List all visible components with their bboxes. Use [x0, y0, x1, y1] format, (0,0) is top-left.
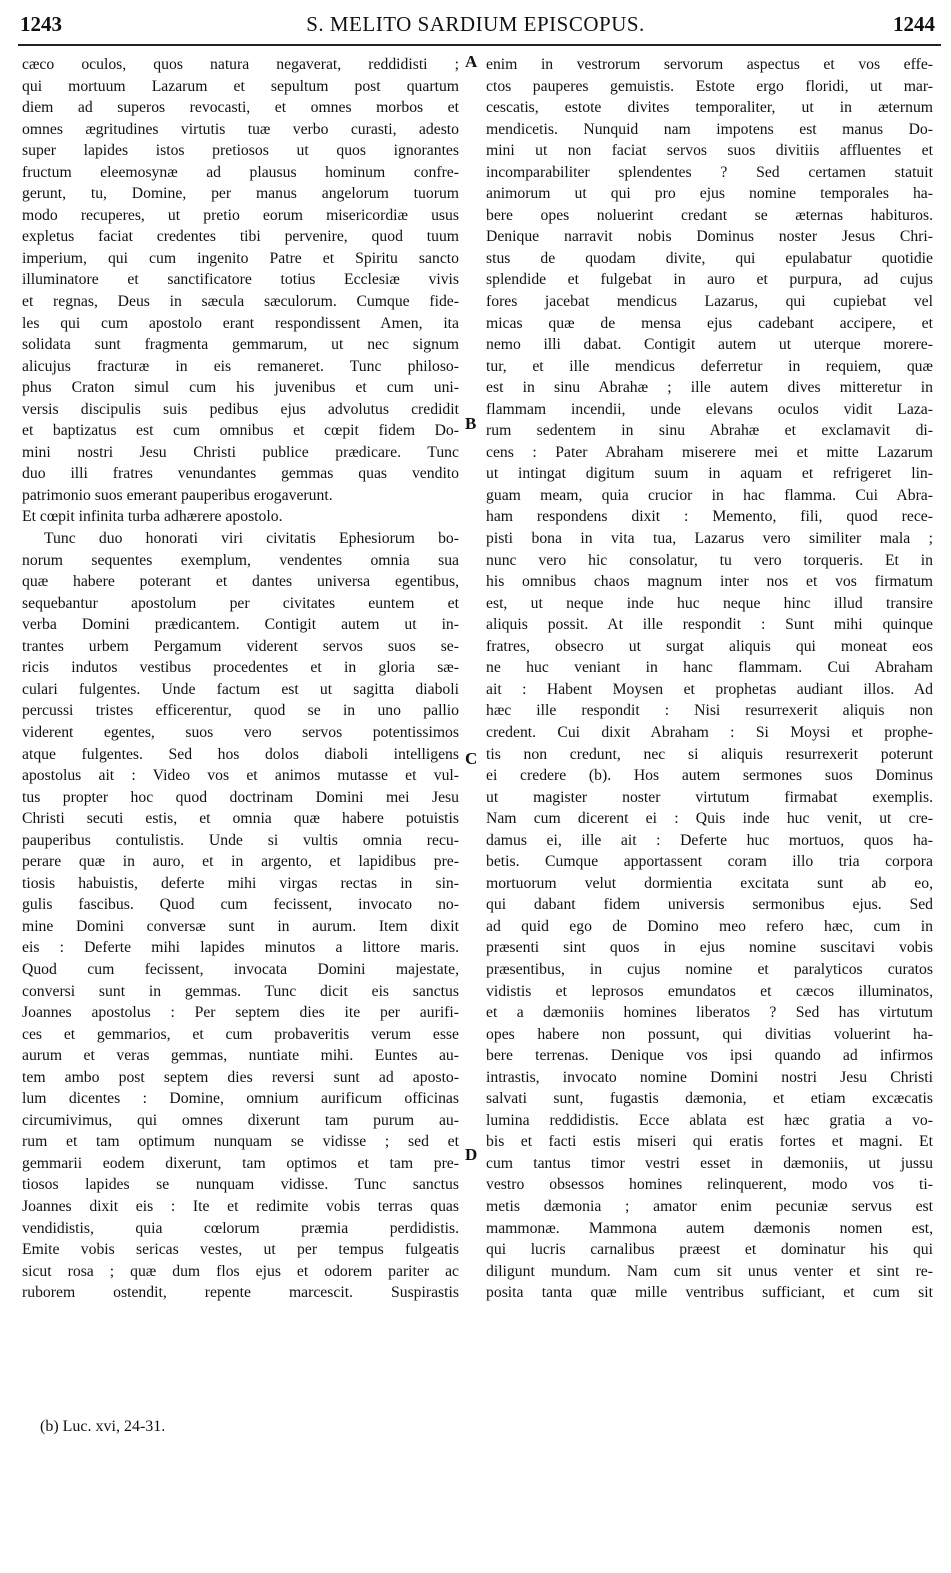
- text-line: Emite vobis sericas vestes, ut per tempus fulgeatis: [22, 1241, 459, 1259]
- text-line: mammonæ. Mammona autem dæmonis nomen est,: [486, 1219, 933, 1237]
- text-line: bere terrenas. Denique vos ipsi quando ad infirmos: [486, 1047, 933, 1065]
- text-line: enim in vestrorum servorum aspectus et vos effe-: [486, 56, 933, 73]
- text-line: modo recuperes, ut pretio eorum misericordiæ usus: [22, 206, 459, 224]
- text-line: eis : Deferte mihi lapides minutos a littore maris.: [22, 939, 459, 957]
- text-line: omnes ægritudines virtutis tuæ verbo curasti, adesto: [22, 120, 459, 138]
- running-header: [10, 12, 941, 42]
- text-line: qui mortuum Lazarum et sepultum post quartum: [22, 77, 459, 95]
- text-line: ham respondens dixit : Memento, fili, quod rece-: [486, 508, 933, 526]
- margin-letter-c: C: [465, 749, 478, 768]
- text-line: animorum ut qui pro ejus nomine temporales ha-: [486, 185, 933, 203]
- text-line: aliquis possit. At ille respondit : Sunt mihi quinque: [486, 616, 933, 634]
- text-line: ne huc veniant in hanc flammam. Cui Abraham: [486, 659, 933, 677]
- text-line: gulis fascibus. Quod cum fecissent, invocato no-: [22, 896, 459, 914]
- text-line: ricis indutos vestibus procedentes et in gloria sæ-: [22, 659, 459, 677]
- text-line: tiosis habuistis, deferte mihi virgas rectas in sin-: [22, 874, 459, 892]
- text-line: est, ut neque inde huc neque hinc illud transire: [486, 594, 933, 612]
- text-line: norum sequentes exemplum, vendentes omnia sua: [22, 551, 459, 569]
- text-line: diem ad superos revocasti, et omnes morbos et: [22, 99, 459, 117]
- text-line: super lapides istos pretiosos ut quos ignorantes: [22, 142, 459, 160]
- text-line: rum sedentem in sinu Abrahæ et exclamavit di-: [486, 422, 933, 440]
- text-line: patrimonio suos emerant pauperibus erogaverunt.: [22, 486, 333, 504]
- text-line: fratres, obsecro ut surgat aliquis qui moneat eos: [486, 637, 933, 655]
- text-line: phus Craton simul cum his juvenibus et cum uni-: [22, 379, 459, 397]
- text-line: vestro obsessos homines relinquerent, modo vos ti-: [486, 1176, 933, 1194]
- text-line: Quod cum fecissent, invocata Domini majestate,: [22, 960, 459, 978]
- text-line: qui lucris carnalibus præest et dominatur his qui: [486, 1241, 933, 1259]
- text-line: Joannes apostolus : Per septem dies ite per aurifi-: [22, 1004, 459, 1022]
- text-line: ruborem ostendit, repente marcescit. Suspirastis: [22, 1284, 459, 1302]
- text-line: illuminatore et sanctificatore totius Ecclesiæ vivis: [22, 271, 459, 289]
- text-line: gerunt, tu, Domine, per manus angelorum tuorum: [22, 185, 459, 203]
- text-line: qui dabant fidem universis sermonibus ejus. Sed: [486, 896, 933, 914]
- text-line: hæc ille respondit : Nisi resurrexerit aliquis non: [486, 702, 933, 720]
- text-line: ut intingat digitum suum in aquam et refrigeret lin-: [486, 465, 933, 483]
- text-line: verba Domini prædicantem. Contigit autem ut in-: [22, 616, 459, 634]
- text-line: Joannes dixit eis : Ite et redimite vobis terras quas: [22, 1197, 459, 1215]
- text-line: posita tanta quæ mille ventribus sufficiant, et cum sit: [486, 1284, 933, 1302]
- text-line: mini ut non faciat servos suos divitiis affluentes et: [486, 142, 933, 160]
- text-line: alicujus fracturæ in eis remaneret. Tunc philoso-: [22, 357, 459, 375]
- text-line: rum et tam optimum nunquam se vidisse ; sed et: [22, 1133, 459, 1151]
- text-line: ut magister noster virtutum firmabat exemplis.: [486, 788, 933, 806]
- text-line: mine Domini conversæ sunt in aurum. Item dixit: [22, 917, 459, 935]
- left-column: [22, 54, 459, 1304]
- text-line: imperium, qui cum ingenito Patre et Spiritu sancto: [22, 249, 459, 267]
- text-line: et a dæmoniis homines liberatos ? Sed has virtutum: [486, 1004, 933, 1022]
- text-line: circumivimus, qui omnes dixerunt tam purum au-: [22, 1111, 459, 1129]
- text-line: et baptizatus est cum omnibus et cœpit fidem Do-: [22, 422, 459, 440]
- text-line: percussi tristes efficerentur, quod se in uno pallio: [22, 702, 459, 720]
- text-line: nunc vero hic consolatur, tu vero torqueris. Et in: [486, 551, 933, 569]
- page-number-left: 1243: [20, 12, 62, 36]
- text-line: stus de quodam divite, qui epulabatur quotidie: [486, 249, 933, 267]
- text-line: ces et gemmarios, et cum probaveritis verum esse: [22, 1025, 459, 1043]
- text-line: culari fulgentes. Unde factum est ut sagitta diaboli: [22, 680, 459, 698]
- running-title: S. MELITO SARDIUM EPISCOPUS.: [306, 12, 645, 36]
- right-column: [486, 54, 933, 1304]
- text-line: fructum eleemosynæ ad plausus hominum confre-: [22, 163, 459, 181]
- text-line: metis dæmonia ; amator enim pecuniæ servus est: [486, 1197, 933, 1215]
- text-line: lumina reddidistis. Ecce ablata est hæc gratia a vo-: [486, 1111, 933, 1129]
- text-line: perare quæ in auro, et in argento, et lapidibus pre-: [22, 853, 459, 871]
- text-line: conversi sunt in gemmas. Tunc dicit eis sanctus: [22, 982, 459, 1000]
- text-line: salvati sunt, fugastis dæmonia, et etiam excæcatis: [486, 1090, 933, 1108]
- text-line: versis discipulis suis pedibus ejus advolutus credidit: [22, 400, 459, 418]
- text-line: Nam cum dicerent ei : Quis inde huc venit, ut cre-: [486, 810, 933, 828]
- text-line: quæ habere poterant et dantes universa egentibus,: [22, 573, 459, 591]
- header-rule: [18, 44, 941, 46]
- text-line: Tunc duo honorati viri civitatis Ephesiorum bo-: [44, 530, 459, 548]
- text-line: les qui cum apostolo erant respondissent Amen, ita: [22, 314, 459, 332]
- text-line: pauperibus contulistis. Unde si vultis omnia recu-: [22, 831, 459, 849]
- text-line: mini nostri Jesu Christi publice prædicare. Tunc: [22, 443, 459, 461]
- text-line: vendidistis, quia cœlorum præmia perdidistis.: [22, 1219, 459, 1237]
- text-line: mendicetis. Nunquid nam impotens est manus Do-: [486, 120, 933, 138]
- text-line: betis. Cumque apportassent coram illo tria corpora: [486, 853, 933, 871]
- text-line: his omnibus chaos magnum inter nos et vos firmatum: [486, 573, 933, 591]
- text-line: tus propter hoc quod doctrinam Domini mei Jesu: [22, 788, 459, 806]
- text-line: ei credere (b). Hos autem sermones suos Dominus: [486, 767, 933, 785]
- text-line: Christi secuti estis, et omnia quæ habere potuistis: [22, 810, 459, 828]
- text-line: tiosos lapides se nunquam vidisse. Tunc sanctus: [22, 1176, 459, 1194]
- text-line: cens : Pater Abraham miserere mei et mitte Lazarum: [486, 443, 933, 461]
- text-line: opes habere non possunt, qui divitias voluerint ha-: [486, 1025, 933, 1043]
- text-line: cescatis, estote divites temporaliter, ut in æternum: [486, 99, 933, 117]
- text-line: cæco oculos, quos natura negaverat, reddidisti ;: [22, 56, 459, 73]
- text-line: solidata sunt fragmenta gemmarum, ut nec signum: [22, 336, 459, 354]
- text-line: præsenti sint quos in ejus nomine suscitavi vobis: [486, 939, 933, 957]
- text-line: Et cœpit infinita turba adhærere apostolo.: [22, 508, 283, 526]
- text-line: micas quæ de mensa ejus cadebant accipere, et: [486, 314, 933, 332]
- text-line: atque fulgentes. Sed hos dolos diaboli intelligens: [22, 745, 459, 763]
- margin-letter-d: D: [465, 1145, 478, 1164]
- text-line: ait : Habent Moysen et prophetas audiant illos. Ad: [486, 680, 933, 698]
- text-line: credent. Cui dixit Abraham : Si Moysi et prophe-: [486, 723, 933, 741]
- text-line: intrastis, invocato nomine Domini nostri Jesu Christi: [486, 1068, 933, 1086]
- text-line: guam meam, quia crucior in hac flamma. Cui Abra-: [486, 486, 933, 504]
- text-line: lum dicentes : Domine, omnium aurificum officinas: [22, 1090, 459, 1108]
- text-line: damus ei, ille ait : Deferte huc mortuos, quos ha-: [486, 831, 933, 849]
- text-line: sequebantur apostolum per civitates euntem et: [22, 594, 459, 612]
- text-line: præsentibus, in cujus nomine et paralyticos curatos: [486, 960, 933, 978]
- text-line: sicut rosa ; quæ dum flos ejus et odorem pariter ac: [22, 1262, 459, 1280]
- text-line: tur, et ille mendicus deferretur in requiem, quæ: [486, 357, 933, 375]
- text-line: pisti bona in vita tua, Lazarus vero similiter mala ;: [486, 530, 933, 548]
- text-line: bere opes noluerint credant se æternas habituros.: [486, 206, 933, 224]
- text-line: splendide et fulgebat in auro et purpura, ad cujus: [486, 271, 933, 289]
- text-line: viderent egentes, suos vero servos potentissimos: [22, 723, 459, 741]
- text-line: ctos pauperes gemuistis. Estote ergo floridi, ut mar-: [486, 77, 933, 95]
- text-line: est in sinu Abrahæ ; ille autem dives mitteretur in: [486, 379, 933, 397]
- text-line: ad quid ego de Domino meo refero hæc, cum in: [486, 917, 933, 935]
- text-line: expletus faciat credentes tibi pervenire, quod tuum: [22, 228, 459, 246]
- text-line: trantes urbem Pergamum viderent servos suos se-: [22, 637, 459, 655]
- text-line: flammam incendii, unde elevans oculos vidit Laza-: [486, 400, 933, 418]
- text-line: et regnas, Deus in sæcula sæculorum. Cumque fide-: [22, 293, 459, 311]
- footnote: (b) Luc. xvi, 24-31.: [40, 1418, 166, 1435]
- text-line: fores jacebat mendicus Lazarus, qui cupiebat vel: [486, 293, 933, 311]
- text-line: apostolus ait : Video vos et animos mutasse et vul-: [22, 767, 459, 785]
- text-line: incomparabiliter splendentes ? Sed certamen statuit: [486, 163, 933, 181]
- text-line: nemo illi dabat. Contigit autem ut uterque morere-: [486, 336, 933, 354]
- text-line: diligunt mundum. Nam cum sit unus venter et sint re-: [486, 1262, 933, 1280]
- text-line: duo illi fratres venundantes gemmas quas vendito: [22, 465, 459, 483]
- text-line: Denique narravit nobis Dominus noster Jesus Chri-: [486, 228, 933, 246]
- text-line: mortuorum velut dormientia excitata sunt ab eo,: [486, 874, 933, 892]
- text-line: cum tantus timor vestri esset in dæmoniis, ut jussu: [486, 1154, 933, 1172]
- text-line: tis non credunt, nec si aliquis resurrexerit poterunt: [486, 745, 933, 763]
- margin-letter-b: B: [465, 414, 477, 433]
- text-line: gemmarii eodem dixerunt, tam optimos et tam pre-: [22, 1154, 459, 1172]
- margin-letter-a: A: [465, 52, 478, 71]
- text-line: bis et facti estis miseri qui eratis fortes et magni. Et: [486, 1133, 933, 1151]
- text-line: tem ambo post septem dies reversi sunt ad aposto-: [22, 1068, 459, 1086]
- text-line: vidistis et leprosos emundatos et cæcos illuminatos,: [486, 982, 933, 1000]
- page-number-right: 1244: [893, 12, 935, 36]
- text-line: aurum et veras gemmas, nuntiate mihi. Euntes au-: [22, 1047, 459, 1065]
